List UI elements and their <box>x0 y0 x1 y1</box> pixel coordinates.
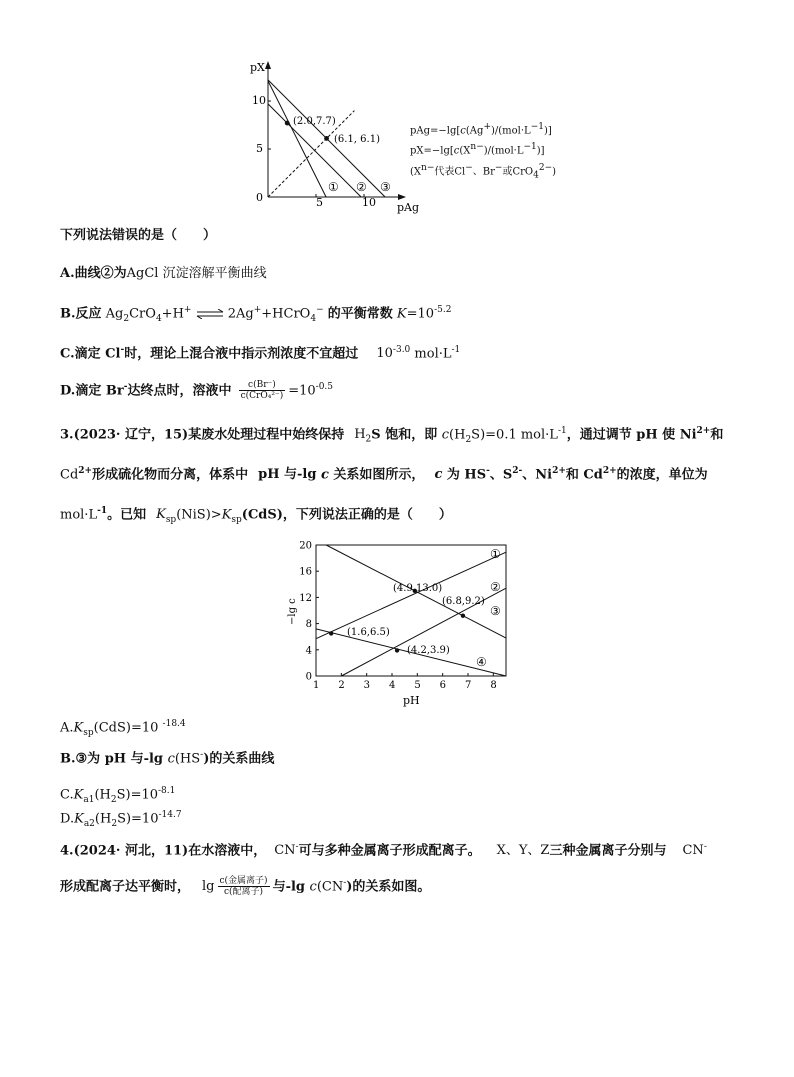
chart-2-ytick-8: 8 <box>305 619 312 631</box>
chart-1-legend <box>410 119 556 183</box>
chart-2-point-label-3: (1.6,6.5) <box>347 627 390 638</box>
chart-2-xlabel: pH <box>403 694 420 707</box>
q3-option-d[interactable]: $D.K_{a2}(H_2S)=10^{-14.7}$ <box>60 810 182 829</box>
legend-x-note: ($X^{n-}$代表Cl−、Br−或CrO$_4^{2-}$) <box>410 162 557 180</box>
chart-1-curve-label-2: ② <box>356 180 367 194</box>
chart-2-ylabel: −lg c <box>287 598 298 625</box>
chart-2-ytick-12: 12 <box>299 592 312 604</box>
chart-2-xtick-1: 1 <box>313 680 320 691</box>
chart-2-curve-label-2: ② <box>490 580 501 594</box>
fraction-br-cro4: $\frac{c(Br^-)}{\text{c(CrO₄²⁻)}}$ <box>240 380 284 402</box>
chart-2-xtick-7: 7 <box>465 680 472 691</box>
chart-2-curve-label-1: ① <box>490 547 501 561</box>
chart-2-ytick-20: 20 <box>299 540 312 552</box>
chart-1-point-2 <box>324 136 329 141</box>
fraction-metal-complex: $\frac{\text{c(金属离子)}}{\text{c(配离子)}}$ <box>219 876 268 898</box>
chart-2-xtick-5: 5 <box>414 680 421 691</box>
q4-line-1: 4.(2024· 河北，11)在水溶液中， CN-可与多种金属离子形成配离子。 X、Y、Z三种金属离子分别与 CN- <box>60 842 707 859</box>
chart-1-xlabel: pAg <box>397 201 420 214</box>
equilibrium-arrow-icon <box>196 309 224 319</box>
chart-2-point-label-2: (6.8,9.2) <box>442 596 485 607</box>
chart-2-xtick-2: 2 <box>338 680 345 691</box>
chart-1-point-1 <box>285 121 290 126</box>
q3-line-3: $mol\cdot L^{-1}$。已知 $K_{sp}(NiS)>K_{sp}(CdS)$，下列说法正确的是（ ） <box>60 506 452 525</box>
q3-option-c[interactable]: $C.K_{a1}(H_2S)=10^{-8.1}$ <box>60 786 176 805</box>
chart-1-point-label-1: (2.0,7.7) <box>293 116 336 127</box>
chart-2-xtick-6: 6 <box>439 680 447 691</box>
option-c[interactable]: C.滴定 Cl-时，理论上混合液中指示剂浓度不宜超过 $10^{-3.0}$ $mol\cdot L^{-1}$ <box>60 345 461 362</box>
legend-px: $pX=-\lg[c(X^{n-})/(mol\cdot L^{-1})]$ <box>410 142 545 157</box>
chart-2-ytick-16: 16 <box>299 566 312 578</box>
option-b[interactable]: B.反应 $Ag_2CrO_4+H^+$ 2Ag++HCrO$_4$− 的平衡常数 $K=10^{-5.2}$ <box>60 305 452 324</box>
chart-2-point-3 <box>329 631 333 635</box>
chart-2-ytick-4: 4 <box>305 645 312 657</box>
q3-line-1: 3.(2023· 辽宁，15)某废水处理过程中始终保持 $H_2S$ 饱和，即 $c(H_2S)=0.1$ $mol\cdot L^{-1}$，通过调节 pH 使 $Ni^{2+}$和 <box>60 426 724 445</box>
chart-2-curve-label-3: ③ <box>490 604 501 618</box>
chart-2-ytick-0: 0 <box>305 671 312 683</box>
chart-2-point-label-1: (4.9,13.0) <box>393 583 443 594</box>
chart-1-ytick-10: 10 <box>252 94 266 107</box>
question-prompt: 下列说法错误的是（ ） <box>60 228 217 243</box>
chart-2-xtick-8: 8 <box>490 680 497 691</box>
chart-2-curve-label-4: ④ <box>476 655 487 669</box>
chart-1-curve-1 <box>268 81 326 197</box>
chart-2 <box>283 537 518 709</box>
chart-1-y-arrow-icon <box>265 61 271 69</box>
chart-1-x-arrow-icon <box>398 194 406 200</box>
legend-pag: $pAg=-\lg[c(Ag^+)/(mol\cdot L^{-1})]$ <box>410 122 552 137</box>
chart-1-xtick-5: 5 <box>316 196 323 209</box>
option-a[interactable]: A.曲线②为AgCl 沉淀溶解平衡曲线 <box>60 266 267 281</box>
chart-1-curve-label-3: ③ <box>380 180 391 194</box>
chart-2-point-label-4: (4.2,3.9) <box>407 645 450 656</box>
chart-1-point-label-2: (6.1, 6.1) <box>334 134 380 145</box>
q3-line-2: $Cd^{2+}$形成硫化物而分离，体系中 pH 与-lg c 关系如图所示， c 为 HS-、$S^{2-}$、$Ni^{2+}$和 $Cd^{2+}$的浓度，单位为 <box>60 466 708 483</box>
chart-1-curve-label-1: ① <box>328 180 339 194</box>
chart-1-ylabel: pX <box>250 61 265 74</box>
chart-1-ytick-5: 5 <box>256 142 263 155</box>
q3-option-b[interactable]: B.③为 pH 与-lg c(HS-)的关系曲线 <box>60 750 275 767</box>
chart-1-ytick-0: 0 <box>256 191 263 204</box>
chart-2-plot <box>299 541 506 692</box>
chart-1-xtick-10: 10 <box>362 196 376 209</box>
option-d[interactable]: D.滴定 Br-达终点时，溶液中 $\frac{c(Br^-)}{\text{c(CrO₄²⁻)}}$ $=10^{-0.5}$ <box>60 380 334 402</box>
chart-2-point-2 <box>461 614 465 618</box>
q3-option-a[interactable]: $A.K_{sp}(CdS)=10$ $^{-18.4}$ <box>60 719 186 738</box>
chart-2-point-4 <box>395 648 399 652</box>
chart-2-xtick-3: 3 <box>363 680 371 691</box>
chart-2-xtick-4: 4 <box>389 680 396 691</box>
q4-line-2: 形成配离子达平衡时， lg $\frac{\text{c(金属离子)}}{\text{c(配离子)}}$ 与-lg c(CN-)的关系如图。 <box>60 876 431 898</box>
